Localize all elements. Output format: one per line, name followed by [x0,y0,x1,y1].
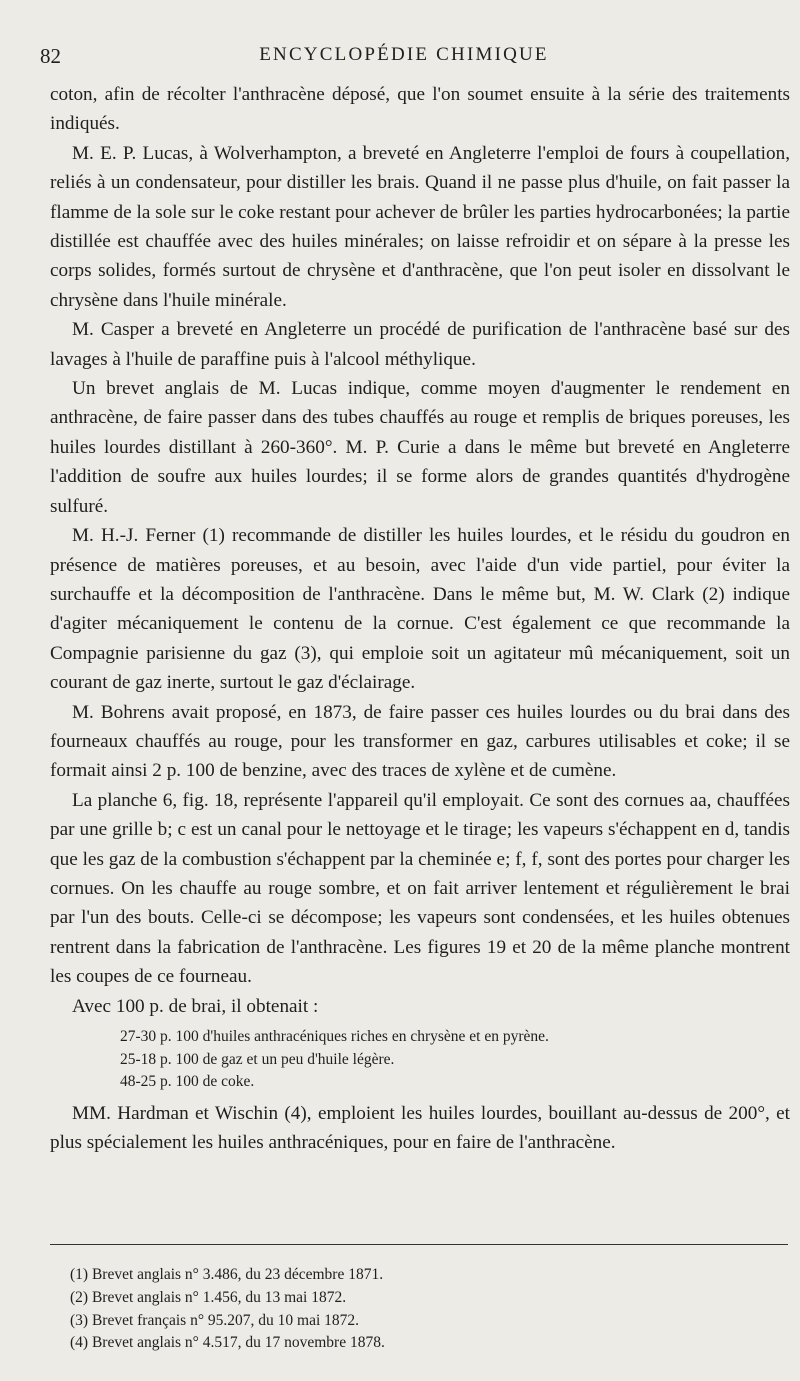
page-header [40,40,768,70]
results-item: 27-30 p. 100 d'huiles anthracéniques riches en chrysène et en pyrène. [120,1028,549,1045]
paragraph: M. E. P. Lucas, à Wolverhampton, a breveté en Angleterre l'emploi de fours à coupellation, reliés à un condensateur, pour distiller les brais. Quand il ne passe plus d'huile, on fait passer la flamme de la sole sur le coke restant pour achever de brûler les parties hydrocarbonées; la partie distillée est chauffée avec des huiles minérales; on laisse refroidir et on sépare à la presse les corps solides, formés surtout de chrysène et d'anthracène, que l'on peut isoler en dissolvant le chrysène dans l'huile minérale. [50,142,790,311]
body-text [50,80,790,1157]
paragraph: coton, afin de récolter l'anthracène déposé, que l'on soumet ensuite à la série des traitements indiqués. [50,84,790,135]
paragraph: Un brevet anglais de M. Lucas indique, comme moyen d'augmenter le rendement en anthracène, de faire passer dans des tubes chauffés au rouge et remplis de briques poreuses, les huiles lourdes distillant à 260-360°. M. P. Curie a dans le même but breveté en Angleterre l'addition de soufre aux huiles lourdes; il se forme alors de grandes quantités d'hydrogène sulfuré. [50,378,790,517]
paragraph: La planche 6, fig. 18, représente l'appareil qu'il employait. Ce sont des cornues aa, chauffées par une grille b; c est un canal pour le nettoyage et le tirage; les vapeurs s'échappent en d, tandis que les gaz de la combustion s'échappent par la cheminée e; f, f, sont des portes pour charger les cornues. On les chauffe au rouge sombre, et on fait arriver lentement et régulièrement le brai par l'un des bouts. Celle-ci se décompose; les vapeurs sont condensées, et les huiles obtenues rentrent dans la fabrication de l'anthracène. Les figures 19 et 20 de la même planche montrent les coupes de ce fourneau. [50,789,790,988]
results-item: 48-25 p. 100 de coke. [120,1073,255,1090]
closing-paragraph: MM. Hardman et Wischin (4), emploient les huiles lourdes, bouillant au-dessus de 200°, et plus spécialement les huiles anthracéniques, pour en faire de l'anthracène. [50,1102,790,1153]
running-title: ENCYCLOPÉDIE CHIMIQUE [259,44,549,65]
footnote: (1) Brevet anglais n° 3.486, du 23 décembre 1871. [70,1266,384,1283]
footnote-divider [50,1244,788,1245]
results-list [50,1026,790,1094]
paragraph: M. Casper a breveté en Angleterre un procédé de purification de l'anthracène basé sur des lavages à l'huile de paraffine puis à l'alcool méthylique. [50,319,790,370]
page-number: 82 [40,44,61,68]
paragraph: M. Bohrens avait proposé, en 1873, de faire passer ces huiles lourdes ou du brai dans des fourneaux chauffés au rouge, pour les transformer en gaz, carbures utilisables et coke; il se formait ainsi 2 p. 100 de benzine, avec des traces de xylène et de cumène. [50,701,790,782]
paragraph: Avec 100 p. de brai, il obtenait : [72,995,319,1017]
footnote: (2) Brevet anglais n° 1.456, du 13 mai 1872. [70,1288,347,1306]
results-item: 25-18 p. 100 de gaz et un peu d'huile légère. [120,1050,395,1068]
paragraph: M. H.-J. Ferner (1) recommande de distiller les huiles lourdes, et le résidu du goudron en présence de matières poreuses, et au besoin, avec l'aide d'un vide partiel, pour éviter la surchauffe et la décomposition de l'anthracène. Dans le même but, M. W. Clark (2) indique d'agiter mécaniquement le contenu de la cornue. C'est également ce que recommande la Compagnie parisienne du gaz (3), qui emploie soit un agitateur mû mécaniquement, soit un courant de gaz inerte, surtout le gaz d'éclairage. [50,525,790,694]
footnote: (3) Brevet français n° 95.207, du 10 mai 1872. [70,1311,360,1329]
footnote: (4) Brevet anglais n° 4.517, du 17 novembre 1878. [70,1334,385,1352]
footnotes [70,1264,770,1355]
